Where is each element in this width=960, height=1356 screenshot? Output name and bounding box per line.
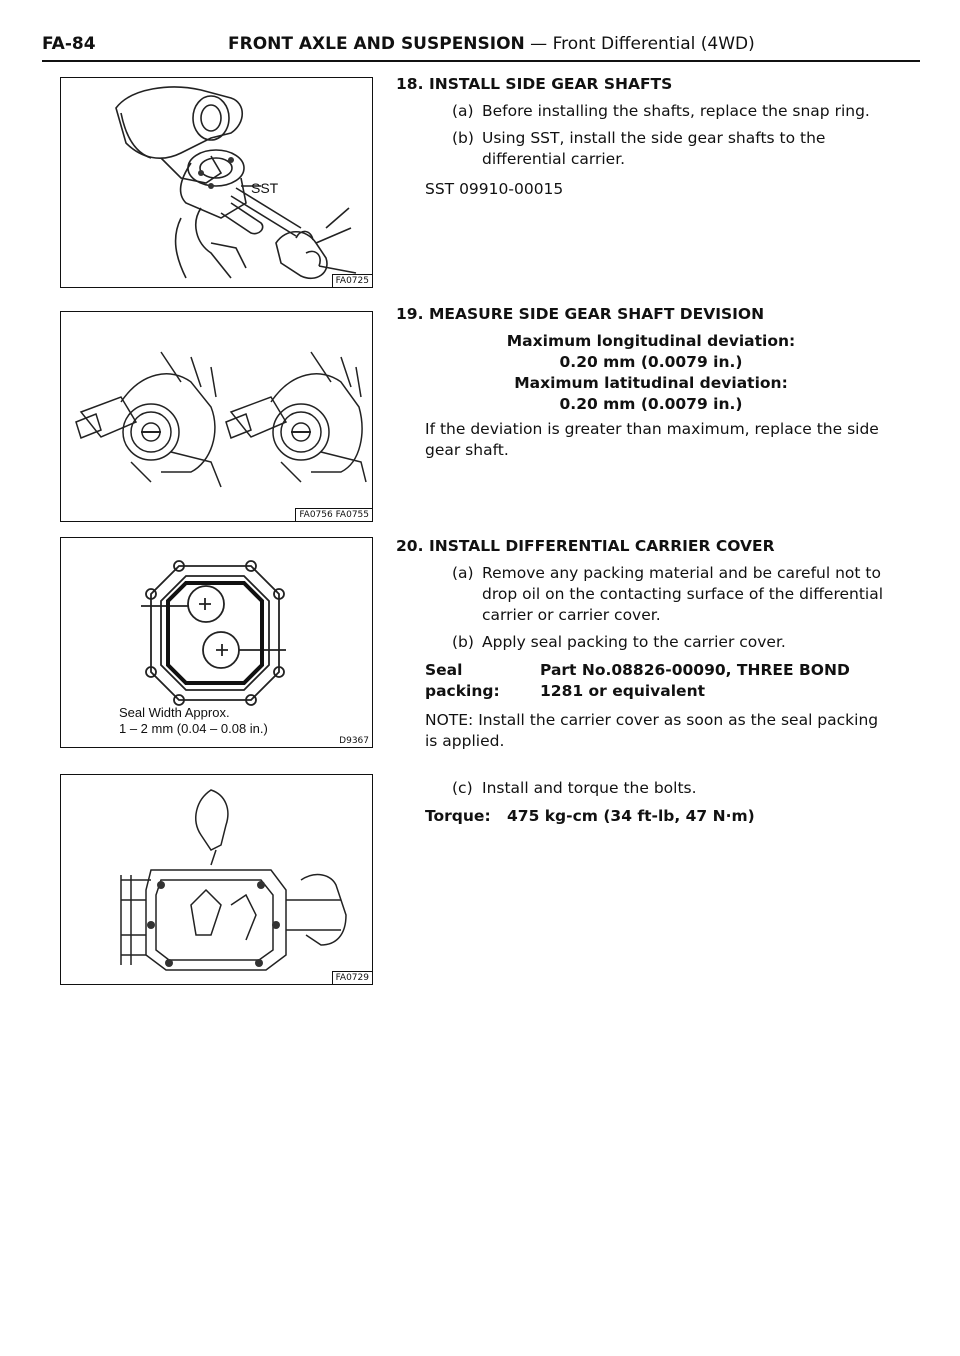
seal-packing-spec <box>396 660 886 702</box>
torque-label: Torque: <box>425 807 491 825</box>
step-19 <box>396 304 886 461</box>
subsection-name: — Front Differential (4WD) <box>524 34 755 54</box>
sst-callout-label: SST <box>251 180 279 196</box>
step-item: (a) Before installing the shafts, replace the snap ring. <box>452 102 870 120</box>
figure-seal-width <box>60 537 373 748</box>
figure-code: D9367 <box>336 735 372 747</box>
install-note: NOTE: Install the carrier cover as soon as the seal packing is applied. <box>425 711 879 750</box>
sst-number: SST 09910-00015 <box>425 180 564 198</box>
step-item: (b) Apply seal packing to the carrier cover. <box>452 633 786 651</box>
figure-measure-deviation <box>60 311 373 522</box>
spec-lat-label: Maximum latitudinal deviation: <box>514 374 788 392</box>
torque-value: 475 kg-cm (34 ft-lb, 47 N·m) <box>507 807 755 825</box>
figure-install-shafts <box>60 77 373 288</box>
step-item: (b) Using SST, install the side gear shafts to the differential carrier. <box>452 129 826 168</box>
spec-lat-value: 0.20 mm (0.0079 in.) <box>559 395 743 413</box>
diff-carrier-sst-illustration <box>61 78 372 287</box>
step-20 <box>396 536 886 827</box>
step-item: (a) Remove any packing material and be careful not to drop oil on the contacting surface of the differential carrier or carrier cover. <box>452 564 884 624</box>
page-id: FA-84 <box>42 34 96 54</box>
torque-spec <box>396 806 886 827</box>
step-note: If the deviation is greater than maximum, replace the side gear shaft. <box>425 420 879 459</box>
deviation-specs <box>466 331 836 415</box>
figure-code: FA0729 <box>332 971 372 984</box>
caption-line-1: Seal Width Approx. <box>119 705 230 720</box>
seal-label: Seal packing: <box>425 661 500 700</box>
carrier-cover-install-illustration <box>61 775 372 984</box>
step-18 <box>396 74 886 200</box>
spec-long-value: 0.20 mm (0.0079 in.) <box>559 353 743 371</box>
seal-value: Part No.08826-00090, THREE BOND 1281 or equivalent <box>540 661 850 700</box>
spec-long-label: Maximum longitudinal deviation: <box>506 332 796 350</box>
step-title: INSTALL DIFFERENTIAL CARRIER COVER <box>429 537 775 555</box>
figure-code: FA0725 <box>332 274 372 287</box>
section-name: FRONT AXLE AND SUSPENSION <box>228 34 525 54</box>
step-heading: 20. INSTALL DIFFERENTIAL CARRIER COVER <box>396 537 775 555</box>
step-item: (c) Install and torque the bolts. <box>452 779 697 797</box>
step-title: MEASURE SIDE GEAR SHAFT DEVISION <box>429 305 765 323</box>
figure-install-cover <box>60 774 373 985</box>
dial-indicator-illustration <box>61 312 372 521</box>
section-title <box>228 34 755 54</box>
seal-width-caption <box>119 705 268 737</box>
step-heading: 19. MEASURE SIDE GEAR SHAFT DEVISION <box>396 305 765 323</box>
step-title: INSTALL SIDE GEAR SHAFTS <box>429 75 673 93</box>
caption-line-2: 1 – 2 mm (0.04 – 0.08 in.) <box>119 721 268 736</box>
figure-code: FA0756 FA0755 <box>295 508 372 521</box>
page-header <box>42 32 920 62</box>
step-heading: 18. INSTALL SIDE GEAR SHAFTS <box>396 75 673 93</box>
